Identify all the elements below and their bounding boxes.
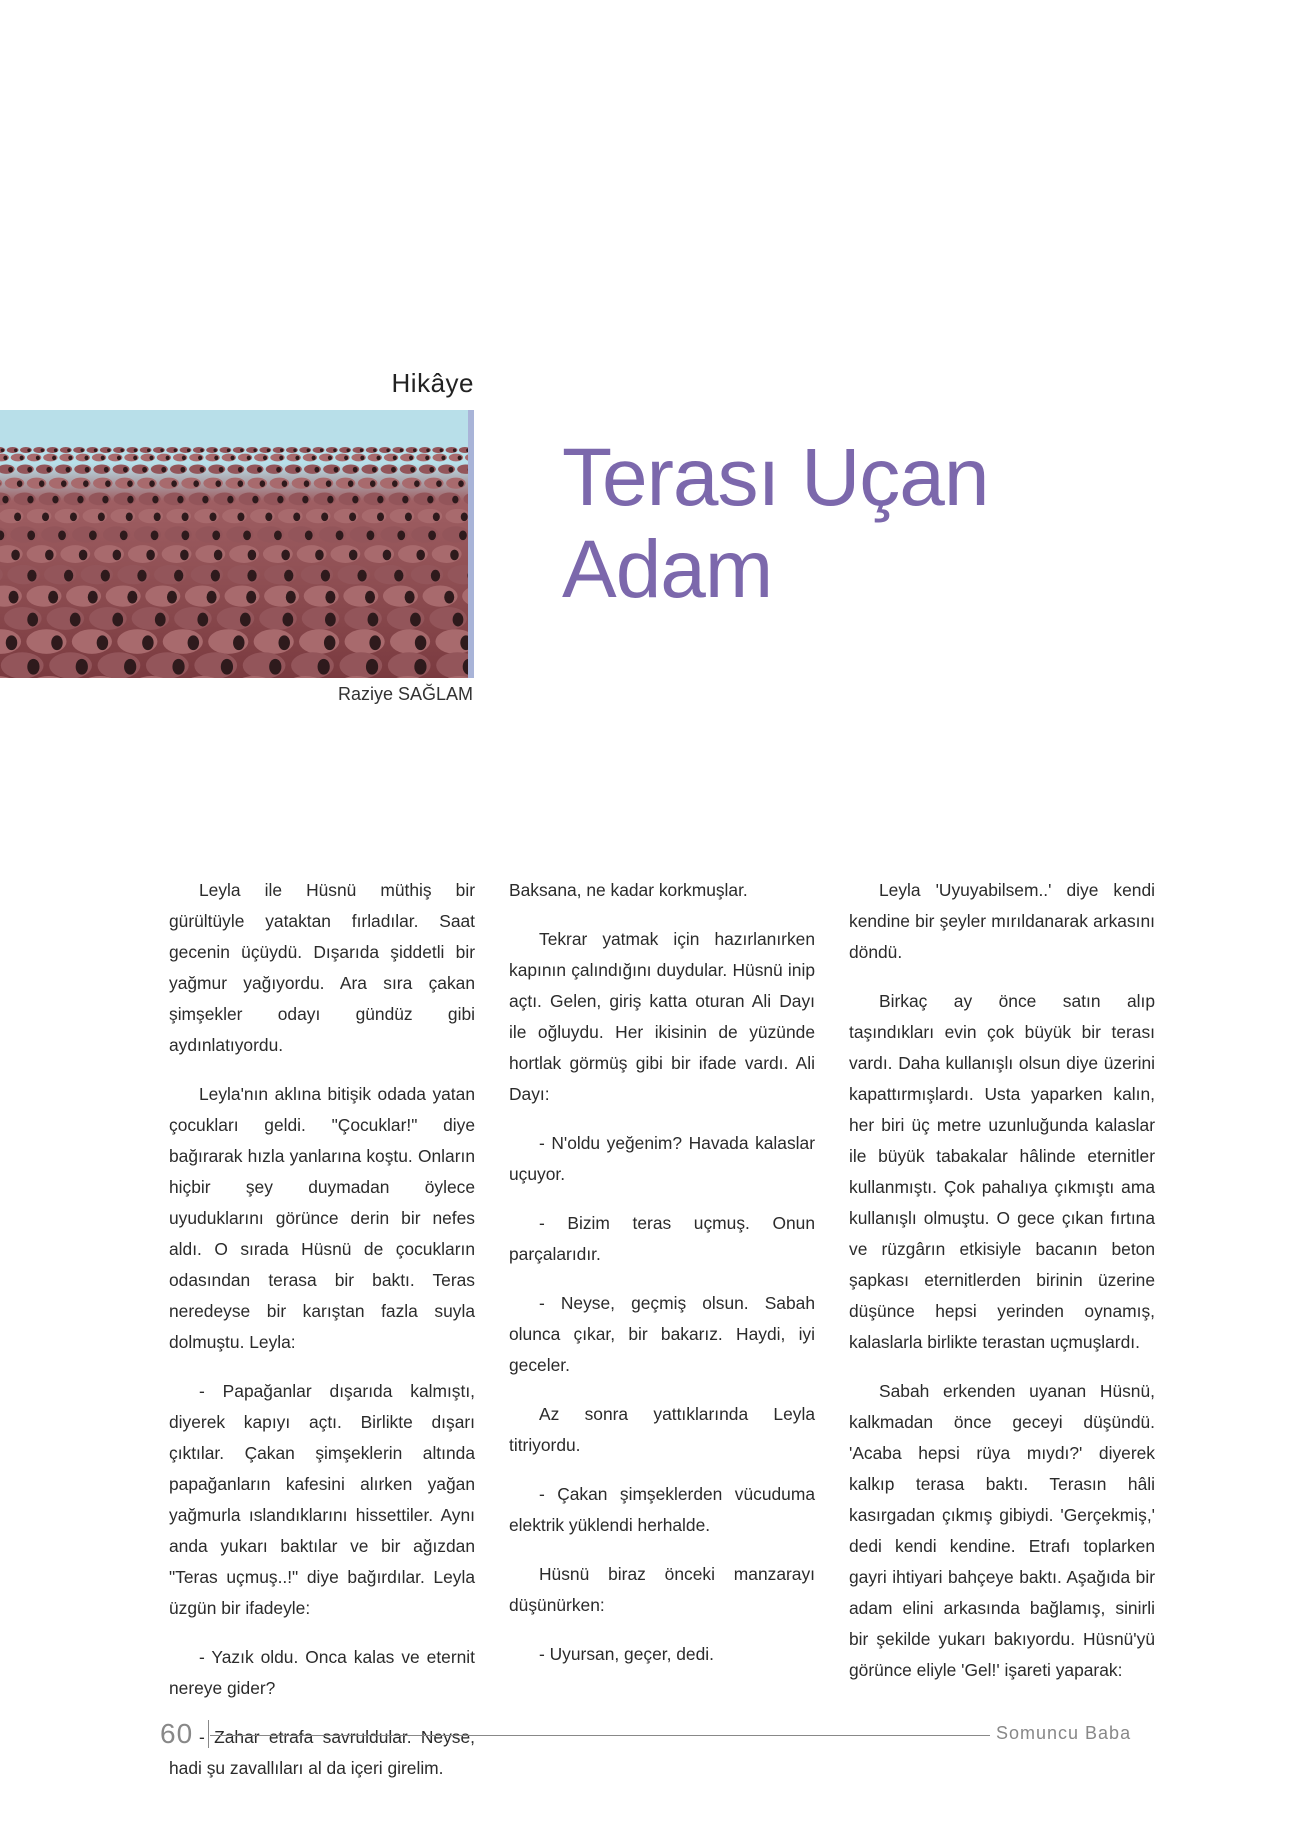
paragraph: Az sonra yattıklarında Leyla titriyordu.	[509, 1404, 815, 1455]
roof-tile-shadow	[428, 530, 436, 540]
roof-tile-shadow	[367, 530, 375, 540]
paragraph: - N'oldu yeğenim? Havada kalaslar uçuyor.	[509, 1133, 815, 1184]
roof-tile-shadow	[282, 613, 293, 627]
roof-tile-shadow	[459, 530, 467, 540]
roof-tile-shadow	[405, 591, 415, 604]
roof-tile-shadow	[70, 512, 77, 521]
roof-tile-shadow	[227, 449, 230, 453]
roof-tile-shadow	[117, 456, 121, 461]
roof-tiles-photo	[0, 410, 468, 678]
roof-tile-shadow	[52, 496, 58, 504]
roof-tile-shadow	[410, 613, 421, 627]
roof-tile-shadow	[246, 591, 256, 604]
roof-tile-shadow	[182, 512, 189, 521]
text-column-2	[509, 875, 815, 1688]
roof-tile-shadow	[14, 512, 21, 521]
roof-tile-shadow	[227, 496, 233, 504]
roof-tile-shadow	[277, 496, 283, 504]
paragraph: Baksana, ne kadar korkmuşlar.	[509, 880, 748, 900]
roof-tile-shadow	[293, 512, 300, 521]
roof-tile-shadow	[88, 591, 98, 604]
roof-tile-shadow	[353, 467, 358, 473]
roof-tile-shadow	[193, 480, 199, 487]
roof-tile-shadow	[174, 570, 183, 582]
roof-tile-shadow	[126, 512, 133, 521]
roof-tile-shadow	[107, 449, 110, 453]
roof-tile-shadow	[238, 480, 244, 487]
roof-tile-shadow	[377, 512, 384, 521]
roof-tile-shadow	[413, 449, 416, 453]
roof-tile-shadow	[321, 512, 328, 521]
roof-tile-shadow	[52, 456, 56, 461]
roof-tile-shadow	[181, 530, 189, 540]
roof-tile-shadow	[325, 613, 336, 627]
roof-tile-shadow	[120, 449, 123, 453]
roof-tile-shadow	[219, 467, 224, 473]
roof-tile-shadow	[333, 449, 336, 453]
roof-tile-shadow	[124, 659, 136, 675]
roof-tile-shadow	[101, 456, 105, 461]
roof-tile-shadow	[152, 496, 158, 504]
paragraph: Leyla'nın aklına bitişik odada yatan çocukları geldi. "Çocuklar!" diye bağırarak hızla yanlarına koştu. Onların hiçbir şey duymadan öylece uyuduklarını görünce derin bir nefes aldı. O sırada Hüsnü de çocukların odasından terasa bir baktı. Teras neredeyse bir karıştan fazla suyla dolmuştu. Leyla:	[169, 1084, 475, 1352]
paragraph: - Uyursan, geçer, dedi.	[539, 1644, 714, 1664]
roof-tile-shadow	[347, 449, 350, 453]
roof-tile-shadow	[171, 480, 177, 487]
paragraph: Tekrar yatmak için hazırlanırken kapının çalındığını duydular. Hüsnü inip açtı. Gelen, giriş katta oturan Ali Dayı ile oğluydu. Her ikisinin de yüzünde hortlak görmüş gibi bir ifade vardı. Ali Dayı:	[509, 929, 815, 1104]
roof-tile-shadow	[436, 480, 442, 487]
roof-tile-shadow	[151, 530, 159, 540]
roof-tile-shadow	[79, 550, 88, 561]
roof-tile-shadow	[240, 449, 243, 453]
roof-tile-shadow	[45, 550, 54, 561]
paragraph: - Papağanlar dışarıda kalmıştı, diyerek kapıyı açtı. Birlikte dışarı çıktılar. Çakan şimşeklerin altında papağanların kafesini alırken yağan yağmurla ıslandıklarını hissettiler. Aynı anda yukarı baktılar ve bir ağızdan "Teras uçmuş..!" diye bağırdılar. Leyla üzgün bir ifadeyle:	[169, 1381, 475, 1618]
roof-tile-shadow	[440, 449, 443, 453]
roof-tile-shadow	[214, 456, 218, 461]
roof-tile-shadow	[202, 496, 208, 504]
roof-tile-shadow	[314, 467, 319, 473]
roof-tile-shadow	[282, 480, 288, 487]
roof-tile-shadow	[377, 456, 381, 461]
roof-tile-shadow	[352, 496, 358, 504]
roof-tile-shadow	[120, 530, 128, 540]
roof-tile-shadow	[321, 570, 330, 582]
roof-tile-shadow	[97, 635, 108, 650]
paragraph: Hüsnü biraz önceki manzarayı düşünürken:	[509, 1564, 815, 1615]
roof-tile-shadow	[137, 570, 146, 582]
roof-tile-shadow	[402, 496, 408, 504]
roof-tile-shadow	[325, 591, 335, 604]
roof-tile-shadow	[27, 659, 39, 675]
roof-tile-shadow	[349, 550, 358, 561]
roof-tile-shadow	[113, 550, 122, 561]
roof-tile-shadow	[302, 496, 308, 504]
roof-tile-shadow	[200, 467, 205, 473]
roof-tile-shadow	[327, 496, 333, 504]
roof-tile-shadow	[397, 530, 405, 540]
roof-tile-shadow	[27, 613, 38, 627]
roof-tile-shadow	[326, 480, 332, 487]
footer-rule	[210, 1735, 990, 1736]
roof-tile-shadow	[3, 456, 7, 461]
roof-tile-shadow	[127, 591, 137, 604]
roof-tile-shadow	[409, 456, 413, 461]
roof-tile-shadow	[391, 467, 396, 473]
roof-tile-shadow	[166, 456, 170, 461]
roof-tile-shadow	[336, 530, 344, 540]
roof-tile-shadow	[133, 456, 137, 461]
roof-tile-shadow	[77, 496, 83, 504]
author-name: Raziye SAĞLAM	[337, 684, 473, 704]
roof-tile-shadow	[243, 530, 251, 540]
roof-tile-shadow	[252, 496, 258, 504]
roof-tile-shadow	[142, 467, 147, 473]
paragraph: Leyla ile Hüsnü müthiş bir gürültüyle yataktan fırladılar. Saat gecenin üçüydü. Dışarıda şiddetli bir yağmur yağıyordu. Ara sıra çakan şimşekler odayı gündüz gibi aydınlatıyordu.	[169, 880, 475, 1055]
roof-tile-shadow	[167, 591, 177, 604]
roof-tile-shadow	[307, 449, 310, 453]
roof-tile-shadow	[248, 550, 257, 561]
roof-tile-shadow	[315, 550, 324, 561]
roof-tile-shadow	[188, 635, 199, 650]
roof-tile-shadow	[360, 449, 363, 453]
roof-tile-shadow	[51, 635, 62, 650]
roof-tile-shadow	[149, 480, 155, 487]
roof-tile-shadow	[20, 456, 24, 461]
roof-tile-shadow	[102, 496, 108, 504]
roof-tile-shadow	[149, 456, 153, 461]
roof-tile-shadow	[197, 613, 208, 627]
roof-tile-shadow	[334, 467, 339, 473]
roof-tile-shadow	[67, 449, 70, 453]
roof-tile-shadow	[281, 550, 290, 561]
roof-tile-shadow	[212, 530, 220, 540]
roof-tile-shadow	[416, 550, 425, 561]
paragraph: Sabah erkenden uyanan Hüsnü, kalkmadan önce geceyi düşündü. 'Acaba hepsi rüya mıydı?' diyerek kalkıp terasa baktı. Terasın hâli kasırgadan çıkmış gibiydi. 'Gerçekmiş,' dedi kendi kendine. Etrafı toplarken gayri ihtiyari bahçeye baktı. Aşağıda bir adam elini arkasında bağlamış, sinirli bir şekilde yukarı bakıyordu. Hüsnü'yü görünce eliyle 'Gel!' işareti yaparak:	[849, 1381, 1155, 1680]
roof-tile-shadow	[450, 550, 459, 561]
roof-tile-shadow	[373, 449, 376, 453]
paragraph: - Zahar etrafa savruldular. Neyse, hadi şu zavallıları al da içeri girelim.	[169, 1727, 475, 1778]
roof-tile-shadow	[253, 449, 256, 453]
roof-tile-shadow	[425, 456, 429, 461]
roof-tile-shadow	[177, 496, 183, 504]
roof-tile-shadow	[452, 496, 458, 504]
roof-tile-shadow	[286, 591, 296, 604]
roof-tile-shadow	[27, 449, 30, 453]
footer-divider-tick	[208, 1720, 209, 1748]
roof-tile-shadow	[200, 449, 203, 453]
roof-tile-shadow	[231, 456, 235, 461]
roof-tile-shadow	[83, 480, 89, 487]
roof-tile-shadow	[6, 635, 17, 650]
roof-tile-shadow	[414, 480, 420, 487]
roof-tile-shadow	[415, 635, 426, 650]
photo-border	[468, 410, 474, 678]
roof-tile-shadow	[14, 449, 17, 453]
roof-tile-shadow	[41, 449, 44, 453]
roof-tile-shadow	[260, 480, 266, 487]
roof-tile-shadow	[9, 591, 19, 604]
roof-tile-shadow	[344, 456, 348, 461]
roof-tile-shadow	[461, 512, 468, 521]
roof-tile-shadow	[17, 480, 23, 487]
roof-tile-shadow	[76, 659, 88, 675]
roof-tile-shadow	[81, 449, 84, 453]
roof-tile-shadow	[66, 467, 71, 473]
roof-tile-shadow	[215, 480, 221, 487]
roof-tile-shadow	[174, 449, 177, 453]
roof-tile-shadow	[426, 449, 429, 453]
roof-tile-shadow	[453, 613, 464, 627]
roof-tile-shadow	[293, 449, 296, 453]
roof-tile-shadow	[61, 480, 67, 487]
paragraph: Birkaç ay önce satın alıp taşındıkları evin çok büyük bir terası vardı. Daha kullanışlı olsun diye üzerini kapattırmışlardı. Usta yaparken kalın, her biri üç metre uzunluğunda kalaslar ile büyük tabakalar hâlinde eternitler kullanmıştı. Çok pahalıya çıkmıştı ama kullanışlı olmuştu. O gece çıkan fırtına ve rüzgârın etkisiyle bacanın beton şapkası eternitlerden birinin üzerine düşünce hepsi yerinden oynamış, kalaslarla birlikte terastan uçmuşlardı.	[849, 991, 1155, 1352]
roof-tile-shadow	[233, 635, 244, 650]
roof-tile-shadow	[431, 570, 440, 582]
roof-tile-shadow	[370, 480, 376, 487]
roof-tile-shadow	[172, 659, 184, 675]
roof-tile-shadow	[357, 570, 366, 582]
roof-tile-shadow	[70, 613, 81, 627]
title-line-1: Terası Uçan	[562, 432, 989, 523]
roof-tile	[457, 464, 468, 473]
roof-tile-shadow	[328, 456, 332, 461]
roof-tile-shadow	[453, 449, 456, 453]
roof-tile-shadow	[146, 550, 155, 561]
roof-tile-shadow	[42, 512, 49, 521]
roof-tile-shadow	[11, 550, 20, 561]
roof-tile-shadow	[209, 512, 216, 521]
roof-tile-shadow	[89, 530, 97, 540]
roof-tiles-illustration	[0, 410, 468, 678]
roof-tile-shadow	[377, 496, 383, 504]
roof-tile-shadow	[444, 591, 454, 604]
roof-tile-shadow	[101, 570, 110, 582]
roof-tile	[447, 565, 468, 585]
title-line-2: Adam	[562, 524, 773, 615]
roof-tile-shadow	[278, 635, 289, 650]
roof-tile-shadow	[393, 456, 397, 461]
roof-tile-shadow	[349, 512, 356, 521]
roof-tile-shadow	[198, 456, 202, 461]
roof-tile-shadow	[105, 480, 111, 487]
roof-tile-shadow	[182, 456, 186, 461]
roof-tile-shadow	[160, 449, 163, 453]
roof-tile-shadow	[214, 550, 223, 561]
roof-tile	[0, 478, 2, 489]
roof-tile-shadow	[27, 530, 35, 540]
roof-tile-shadow	[154, 512, 161, 521]
roof-tile-shadow	[46, 467, 51, 473]
paragraph: Leyla 'Uyuyabilsem..' diye kendi kendine bir şeyler mırıldanarak arkasını döndü.	[849, 880, 1155, 962]
roof-tile-shadow	[211, 570, 220, 582]
paragraph: - Neyse, geçmiş olsun. Sabah olunca çıkar, bir bakarız. Haydi, iyi geceler.	[509, 1293, 815, 1375]
roof-tile-shadow	[360, 456, 364, 461]
roof-tile-shadow	[365, 591, 375, 604]
paragraph: - Bizim teras uçmuş. Onun parçalarıdır.	[509, 1213, 815, 1264]
roof-tile-shadow	[394, 570, 403, 582]
roof-tile-shadow	[433, 512, 440, 521]
roof-tile-shadow	[112, 613, 123, 627]
roof-tile-shadow	[238, 467, 243, 473]
roof-tile-shadow	[324, 635, 335, 650]
roof-tile-shadow	[237, 512, 244, 521]
roof-tile-shadow	[284, 570, 293, 582]
roof-tile-shadow	[180, 467, 185, 473]
roof-tile-shadow	[276, 467, 281, 473]
roof-tile-shadow	[265, 512, 272, 521]
roof-tile-shadow	[8, 467, 13, 473]
roof-tile-shadow	[372, 467, 377, 473]
roof-tile-shadow	[85, 456, 89, 461]
roof-tile-shadow	[441, 456, 445, 461]
roof-tile-shadow	[369, 635, 380, 650]
roof-tile-shadow	[410, 467, 415, 473]
roof-tile-shadow	[2, 496, 8, 504]
roof-tile-shadow	[54, 449, 57, 453]
roof-tile-shadow	[305, 530, 313, 540]
roof-tile-shadow	[400, 449, 403, 453]
roof-tile-shadow	[458, 456, 462, 461]
roof-tile-shadow	[58, 530, 66, 540]
roof-tile-shadow	[94, 449, 97, 453]
roof-tile-shadow	[312, 456, 316, 461]
roof-tile-shadow	[147, 449, 150, 453]
roof-tile-shadow	[267, 449, 270, 453]
roof-tile-shadow	[134, 449, 137, 453]
roof-tile-shadow	[348, 480, 354, 487]
roof-tile-shadow	[449, 467, 454, 473]
roof-tile-shadow	[414, 659, 426, 675]
roof-tile-shadow	[429, 467, 434, 473]
roof-tile-shadow	[85, 467, 90, 473]
roof-tile-shadow	[279, 456, 283, 461]
roof-tile-shadow	[427, 496, 433, 504]
roof-tile-shadow	[274, 530, 282, 540]
roof-tile-shadow	[247, 456, 251, 461]
roof-tile	[385, 676, 430, 678]
text-column-1	[169, 875, 475, 1802]
roof-tile-shadow	[207, 591, 217, 604]
roof-tile-shadow	[280, 449, 283, 453]
roof-tile-shadow	[27, 496, 33, 504]
roof-tile	[0, 565, 3, 585]
roof-tile-shadow	[383, 550, 392, 561]
roof-tile-shadow	[304, 480, 310, 487]
text-column-3	[849, 875, 1155, 1704]
roof-tile-shadow	[27, 570, 36, 582]
roof-tile-shadow	[64, 570, 73, 582]
roof-tile-shadow	[240, 613, 251, 627]
roof-tile-shadow	[36, 456, 40, 461]
roof-tile-shadow	[458, 480, 464, 487]
roof-tile-shadow	[257, 467, 262, 473]
roof-tile-shadow	[68, 456, 72, 461]
roof-tile-shadow	[39, 480, 45, 487]
roof-tile-shadow	[48, 591, 58, 604]
roof-tile-shadow	[127, 496, 133, 504]
roof-tile-shadow	[405, 512, 412, 521]
roof-tile-shadow	[187, 449, 190, 453]
roof-tile-shadow	[180, 550, 189, 561]
paragraph: - Çakan şimşeklerden vücuduma elektrik yüklendi herhalde.	[509, 1484, 815, 1535]
roof-tile-shadow	[155, 613, 166, 627]
roof-tile-shadow	[1, 449, 4, 453]
roof-tile-shadow	[27, 467, 32, 473]
article-title	[562, 432, 989, 616]
roof-tile-shadow	[104, 467, 109, 473]
roof-tile-shadow	[214, 449, 217, 453]
roof-tile-shadow	[98, 512, 105, 521]
roof-tile-shadow	[123, 467, 128, 473]
roof-tile-shadow	[295, 456, 299, 461]
roof-tile-shadow	[320, 449, 323, 453]
roof-tile-shadow	[318, 659, 330, 675]
roof-tile-shadow	[142, 635, 153, 650]
page-number: 60	[160, 1718, 194, 1749]
section-label: Hikâye	[391, 368, 474, 398]
roof-tile-shadow	[386, 449, 389, 453]
roof-tile-shadow	[366, 659, 378, 675]
roof-tile-shadow	[263, 456, 267, 461]
roof-tile-shadow	[269, 659, 281, 675]
roof-tile-shadow	[127, 480, 133, 487]
roof-tile-shadow	[368, 613, 379, 627]
paragraph: - Yazık oldu. Onca kalas ve eternit nereye gider?	[169, 1647, 475, 1698]
roof-tile-shadow	[161, 467, 166, 473]
roof-tile-shadow	[247, 570, 256, 582]
roof-tile-shadow	[221, 659, 233, 675]
roof-tile-shadow	[392, 480, 398, 487]
roof-tile-shadow	[295, 467, 300, 473]
magazine-name: Somuncu Baba	[996, 1723, 1132, 1743]
